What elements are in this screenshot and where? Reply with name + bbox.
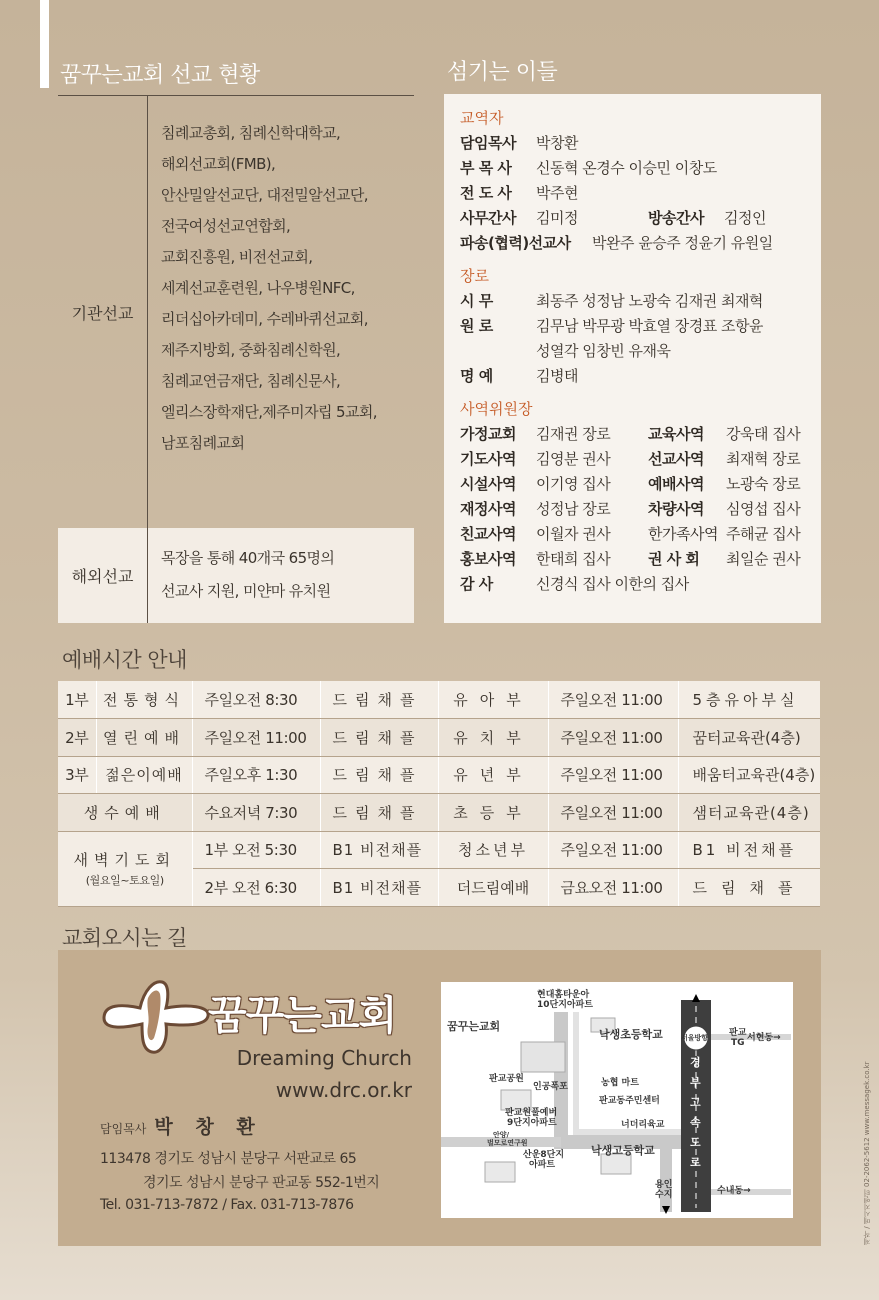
committee-row: 친교사역 이월자 권사 한가족사역 주해균 집사: [460, 525, 801, 543]
address-lot: 경기도 성남시 분당구 판교동 552-1번지: [143, 1175, 380, 1191]
directions-title: 교회오시는 길: [62, 926, 187, 950]
worship-row: 2부 오전 6:30 B1 비전채플 더드림예배 금요오전 11:00 드림채플: [58, 869, 820, 907]
mission-table: [58, 95, 414, 623]
agency-item: 안산밀알선교단, 대전밀알선교단,: [161, 186, 368, 204]
overseas-label: 해외선교: [58, 528, 148, 623]
worship-title: 예배시간 안내: [62, 648, 187, 672]
overseas-item: 목장을 통해 40개국 65명의: [161, 549, 335, 567]
print-credit: 제작 / 메시지엔터 02-2062-5612 www.messagek.co.kr: [863, 1061, 871, 1245]
servants-title: 섬기는 이들: [447, 60, 558, 85]
committee-row: 가정교회 김재권 장로 교육사역 강욱태 집사: [460, 425, 801, 443]
agency-item: 전국여성선교연합회,: [161, 217, 291, 235]
church-name-korean: 꿈꾸는교회: [208, 993, 397, 1039]
agency-item: 리더십아카데미, 수레바퀴선교회,: [161, 310, 368, 328]
agency-item: 제주지방회, 중화침례신학원,: [161, 341, 341, 359]
agency-mission-section: [58, 96, 414, 528]
address-road: 113478 경기도 성남시 분당구 서판교로 65: [100, 1151, 357, 1167]
elder-row: 성열각 임창빈 유재욱: [536, 342, 671, 360]
staff-row: 사무간사 김미정 방송간사 김정인: [460, 209, 766, 227]
mission-title: 꿈꾸는교회 선교 현황: [60, 63, 260, 88]
agency-item: 해외선교회(FMB),: [161, 155, 276, 173]
committee-row: 홍보사역 한태희 집사 권 사 회 최일순 권사: [460, 550, 801, 568]
agency-item: 세계선교훈련원, 나우병원NFC,: [161, 279, 355, 297]
agency-item: 교회진흥원, 비전선교회,: [161, 248, 313, 266]
overseas-list: [161, 542, 334, 608]
accent-bar: [40, 0, 49, 88]
committee-row: 재정사역 성정남 장로 차량사역 심영섭 집사: [460, 500, 801, 518]
worship-row: 생수예배 수요저녁 7:30 드림채플 초등부 주일오전 11:00 샘터교육관(4층): [58, 794, 820, 832]
pastor-info: 담임목사 박 창 환: [100, 1116, 263, 1138]
elder-row: 원 로 김무남 박무광 박효열 장경표 조항윤: [460, 317, 763, 335]
phone-fax: Tel. 031-713-7872 / Fax. 031-713-7876: [100, 1197, 354, 1213]
elder-row: 시 무 최동주 성정남 노광숙 김재권 최재혁: [460, 292, 763, 310]
minister-row: 전 도 사 박주현: [460, 184, 578, 202]
worship-row: 3부 젊은이예배 주일오후 1:30 드림채플 유년부 주일오전 11:00 배움터교육관(4층): [58, 756, 820, 794]
agency-label: 기관선교: [58, 96, 148, 528]
directions-panel: [58, 950, 821, 1246]
church-website[interactable]: www.drc.or.kr: [275, 1078, 412, 1102]
worship-row: 새벽기도회 (월요일~토요일) 1부 오전 5:30 B1 비전채플 청소년부 주일오전 11:00 B1 비전채플: [58, 831, 820, 869]
agency-item: 남포침례교회: [161, 434, 245, 452]
committee-row: 시설사역 이기영 집사 예배사역 노광숙 장로: [460, 475, 801, 493]
worship-row: 2부 열린예배 주일오전 11:00 드림채플 유치부 주일오전 11:00 꿈터교육관(4층): [58, 719, 820, 757]
worship-schedule-table: [58, 681, 820, 907]
agency-item: 침례교연금재단, 침례신문사,: [161, 372, 341, 390]
agency-item: 침례교총회, 침례신학대학교,: [161, 124, 341, 142]
servants-panel: [444, 94, 821, 623]
worship-row: 1부 전통형식 주일오전 8:30 드림채플 유아부 주일오전 11:00 5층유아부실: [58, 681, 820, 719]
agency-item: 엘리스장학재단,제주미자립 5교회,: [161, 403, 377, 421]
missionary-row: 파송(협력)선교사 박완주 윤승주 정윤기 유원일: [460, 234, 773, 252]
church-name-english: Dreaming Church: [236, 1046, 412, 1070]
location-map: 현대홈타운아 10단지아파트 꿈꾸는교회 낙생초등학교 서울방향 판교 TG 서현동→ 판교공원 인공폭포 농협 마트 판교동주민센터 판교원풀예버 9단지아파트 너더리육교 안양/ 벌모로연구원 산운8단지 아파트 낙생고등학교 용인 수지 수내동→ 경 부 고 속 도 로: [441, 982, 793, 1218]
committee-row: 기도사역 김영분 권사 선교사역 최재혁 장로: [460, 450, 801, 468]
elder-row: 명 예 김병태: [460, 367, 578, 385]
agency-list: [161, 118, 411, 459]
overseas-item: 선교사 지원, 미얀마 유치원: [161, 582, 331, 600]
ministers-heading: 교역자: [460, 109, 504, 127]
elders-heading: 장로: [460, 267, 489, 285]
audit-row: 감 사 신경식 집사 이한의 집사: [460, 575, 689, 593]
overseas-mission-section: [58, 528, 414, 623]
minister-row: 담임목사 박창환: [460, 134, 578, 152]
minister-row: 부 목 사 신동혁 온경수 이승민 이창도: [460, 159, 717, 177]
committee-heading: 사역위원장: [460, 400, 533, 418]
